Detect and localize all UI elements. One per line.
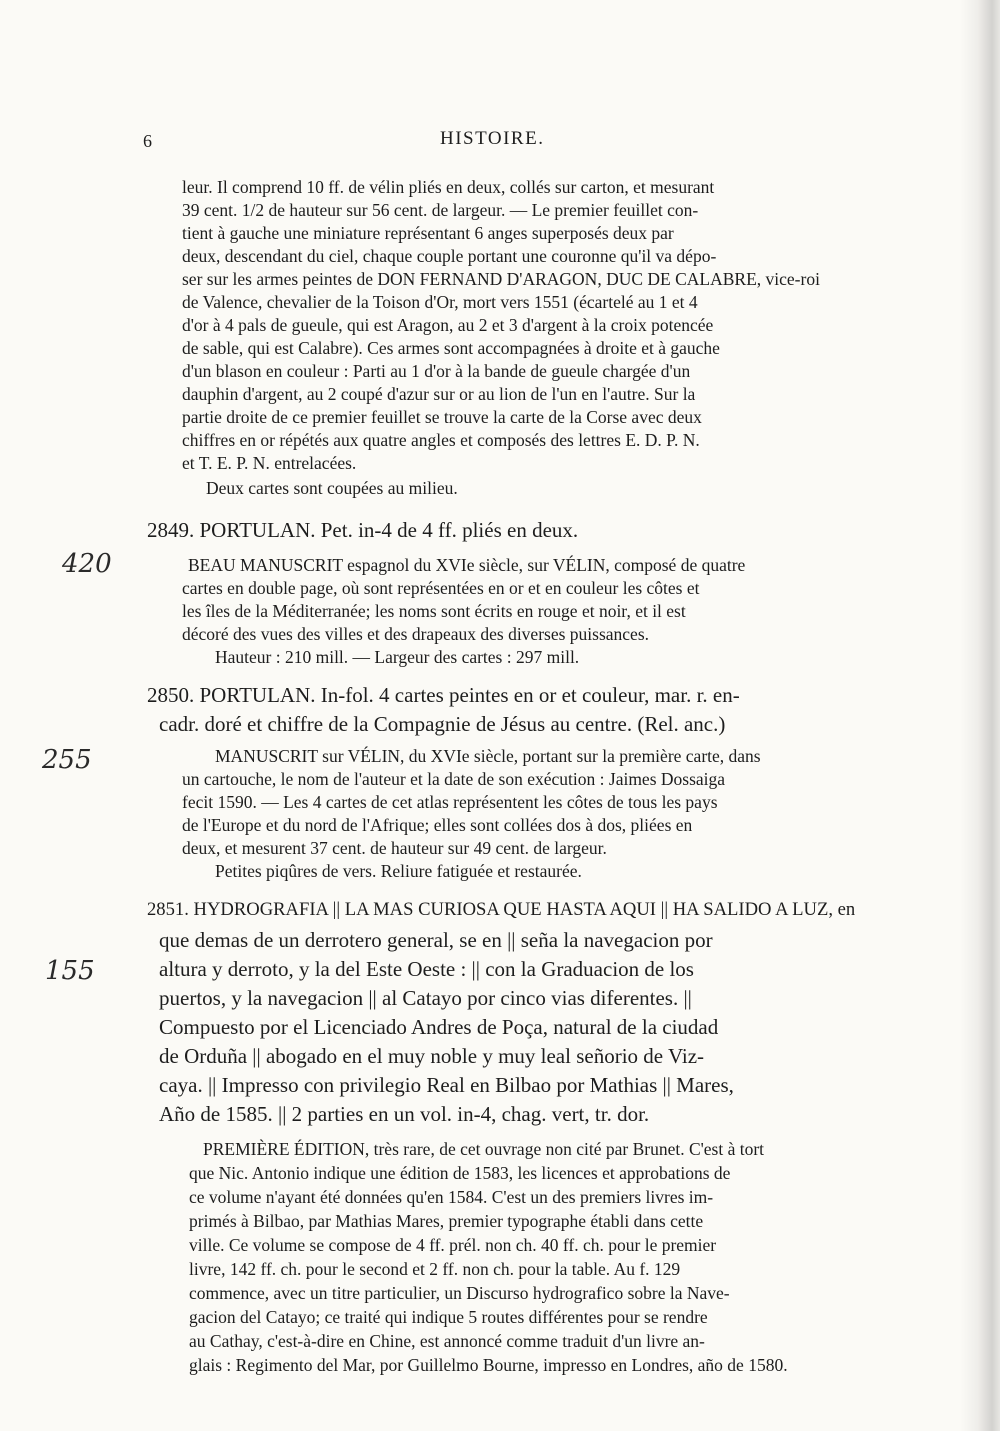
text-line: Deux cartes sont coupées au milieu. (206, 478, 458, 498)
text-line: commence, avec un titre particulier, un Discurso hydrografico sobre la Nave- (189, 1283, 730, 1303)
text-line: glais : Regimento del Mar, por Guillelmo Bourne, impresso en Londres, año de 1580. (189, 1355, 788, 1375)
text-line: de sable, qui est Calabre). Ces armes sont accompagnées à droite et à gauche (182, 338, 720, 358)
entry-title: que demas de un derrotero general, se en || seña la navegacion por (159, 928, 713, 952)
text-line: fecit 1590. — Les 4 cartes de cet atlas représentent les côtes de tous les pays (182, 792, 718, 812)
text-line: d'un blason en couleur : Parti au 1 d'or à la bande de gueule chargée d'un (182, 361, 691, 381)
handwritten-price-note: 420 (62, 549, 112, 579)
text-line: ser sur les armes peintes de DON FERNAND D'ARAGON, DUC DE CALABRE, vice-roi (182, 269, 820, 289)
page-number: 6 (143, 131, 152, 151)
text-line: leur. Il comprend 10 ff. de vélin pliés en deux, collés sur carton, et mesurant (182, 177, 715, 197)
page-gutter-shadow (960, 0, 1000, 1431)
text-line: 39 cent. 1/2 de hauteur sur 56 cent. de largeur. — Le premier feuillet con- (182, 200, 699, 220)
text-line: livre, 142 ff. ch. pour le second et 2 ff. non ch. pour la table. Au f. 129 (189, 1259, 681, 1279)
text-line: décoré des vues des villes et des drapeaux des diverses puissances. (182, 624, 650, 644)
text-line: deux, descendant du ciel, chaque couple portant une couronne qu'il va dépo- (182, 246, 717, 266)
entry-title: 2851. HYDROGRAFIA || LA MAS CURIOSA QUE HASTA AQUI || HA SALIDO A LUZ, en (147, 899, 856, 920)
running-head: HISTOIRE. (440, 128, 545, 149)
entry-title: Compuesto por el Licenciado Andres de Poça, natural de la ciudad (159, 1015, 719, 1039)
text-line: deux, et mesurent 37 cent. de hauteur sur 49 cent. de largeur. (182, 838, 607, 858)
entry-title: cadr. doré et chiffre de la Compagnie de Jésus au centre. (Rel. anc.) (159, 712, 726, 736)
entry-title: puertos, y la navegacion || al Catayo por cinco vias diferentes. || (159, 986, 692, 1010)
text-line: PREMIÈRE ÉDITION, très rare, de cet ouvrage non cité par Brunet. C'est à tort (203, 1139, 765, 1159)
text-line: partie droite de ce premier feuillet se trouve la carte de la Corse avec deux (182, 407, 702, 427)
text-line: primés à Bilbao, par Mathias Mares, premier typographe établi dans cette (189, 1211, 704, 1231)
entry-title: 2850. PORTULAN. In-fol. 4 cartes peintes en or et couleur, mar. r. en- (147, 683, 740, 707)
text-line: ville. Ce volume se compose de 4 ff. prél. non ch. 40 ff. ch. pour le premier (189, 1235, 717, 1255)
text-line: cartes en double page, où sont représentées en or et en couleur les côtes et (182, 578, 700, 598)
text-line: gacion del Catayo; ce traité qui indique 5 routes différentes pour se rendre (189, 1307, 708, 1327)
text-line: Petites piqûres de vers. Reliure fatiguée et restaurée. (215, 861, 582, 881)
handwritten-price-note: 255 (42, 745, 92, 775)
entry-title: altura y derroto, y la del Este Oeste : || con la Graduacion de los (159, 957, 694, 981)
entry-title: 2849. PORTULAN. Pet. in-4 de 4 ff. pliés en deux. (147, 518, 579, 542)
handwritten-price-note: 155 (45, 956, 95, 986)
entry-title: de Orduña || abogado en el muy noble y muy leal señorio de Viz- (159, 1044, 705, 1068)
text-line: d'or à 4 pals de gueule, qui est Aragon, au 2 et 3 d'argent à la croix potencée (182, 315, 714, 335)
text-line: chiffres en or répétés aux quatre angles et composés des lettres E. D. P. N. (182, 430, 700, 450)
text-line: de l'Europe et du nord de l'Afrique; elles sont collées dos à dos, pliées en (182, 815, 693, 835)
text-line: ce volume n'ayant été données qu'en 1584. C'est un des premiers livres im- (189, 1187, 714, 1207)
text-line: BEAU MANUSCRIT espagnol du XVIe siècle, sur VÉLIN, composé de quatre (188, 555, 746, 575)
text-line: un cartouche, le nom de l'auteur et la date de son exécution : Jaimes Dossaiga (182, 769, 726, 789)
text-line: et T. E. P. N. entrelacées. (182, 453, 357, 473)
text-line: Hauteur : 210 mill. — Largeur des cartes : 297 mill. (215, 647, 580, 667)
text-line: tient à gauche une miniature représentant 6 anges superposés deux par (182, 223, 674, 243)
text-line: MANUSCRIT sur VÉLIN, du XVIe siècle, portant sur la première carte, dans (215, 746, 761, 766)
text-line: dauphin d'argent, au 2 coupé d'azur sur or au lion de l'un en l'autre. Sur la (182, 384, 696, 404)
text-line: au Cathay, c'est-à-dire en Chine, est annoncé comme traduit d'un livre an- (189, 1331, 705, 1351)
entry-title: caya. || Impresso con privilegio Real en Bilbao por Mathias || Mares, (159, 1073, 734, 1097)
text-line: les îles de la Méditerranée; les noms sont écrits en rouge et noir, et il est (182, 601, 686, 621)
text-line: de Valence, chevalier de la Toison d'Or, mort vers 1551 (écartelé au 1 et 4 (182, 292, 698, 312)
text-line: que Nic. Antonio indique une édition de 1583, les licences et approbations de (189, 1163, 731, 1183)
entry-title: Año de 1585. || 2 parties en un vol. in-4, chag. vert, tr. dor. (159, 1102, 650, 1126)
